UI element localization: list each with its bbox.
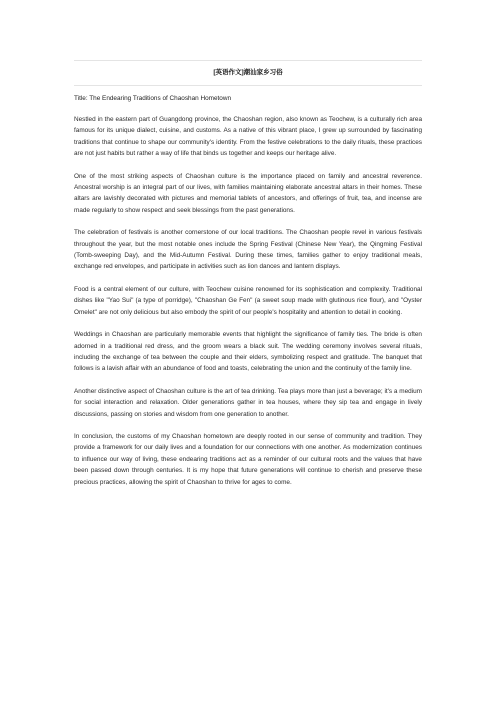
paragraph-weddings: Weddings in Chaoshan are particularly memorable events that highlight the significance of family ties. The bride is often adorned in a traditional red dress, and the groom wears a black suit. The wedding ceremony involves several rituals, including the exchange of tea between the couple and their elders, symbolizing respect and gratitude. The banquet that follows is a lavish affair with an abundance of food and toasts, celebrating the union and the continuity of the family line. — [74, 331, 422, 373]
essay-title: Title: The Endearing Traditions of Chaoshan Hometown — [74, 95, 232, 102]
paragraph-introduction: Nestled in the eastern part of Guangdong province, the Chaoshan region, also known as Teochew, is a culturally rich area famous for its unique dialect, cuisine, and customs. As a native of this vibrant place, I grew up surrounded by fascinating traditions that continue to shape our community's identity. From the festive celebrations to the daily rituals, these practices are not just habits but rather a way of life that binds us together and keeps our heritage alive. — [74, 116, 422, 158]
paragraph-ancestral-reverence: One of the most striking aspects of Chaoshan culture is the importance placed on family and ancestral reverence. Ancestral worship is an integral part of our lives, with families maintaining elaborate ancestral altars in their homes. These altars are lavishly decorated with pictures and memorial tablets of ancestors, and offerings of fruit, tea, and incense are made regularly to show respect and seek blessings from the past generations. — [74, 172, 422, 214]
paragraph-conclusion: In conclusion, the customs of my Chaoshan hometown are deeply rooted in our sense of community and tradition. They provide a framework for our daily lives and a foundation for our connections with one another. As modernization continues to influence our way of living, these endearing traditions act as a reminder of our cultural roots and the values that have been passed down through centuries. It is my hope that future generations will continue to cherish and preserve these precious practices, allowing the spirit of Chaoshan to thrive for ages to come. — [74, 432, 422, 486]
page-header: [英语作文]潮汕家乡习俗 — [74, 60, 422, 86]
document-body — [74, 93, 422, 499]
paragraph-festivals: The celebration of festivals is another cornerstone of our local traditions. The Chaoshan people revel in various festivals throughout the year, but the most notable ones include the Spring Festival (Chinese New Year), the Qingming Festival (Tomb-sweeping Day), and the Mid-Autumn Festival. During these times, families gather to enjoy traditional meals, exchange red envelopes, and participate in activities such as lion dances and lantern displays. — [74, 229, 422, 271]
paragraph-tea-drinking: Another distinctive aspect of Chaoshan culture is the art of tea drinking. Tea plays more than just a beverage; it's a medium for social interaction and relaxation. Older generations gather in tea houses, where they sip tea and engage in lively discussions, passing on stories and wisdom from one generation to another. — [74, 387, 422, 418]
paragraph-food: Food is a central element of our culture, with Teochew cuisine renowned for its sophistication and complexity. Traditional dishes like "Yao Sui" (a type of porridge), "Chaoshan Ge Fen" (a sweet soup made with glutinous rice flour), and "Oyster Omelet" are not only delicious but also embody the spirit of our people's hospitality and attention to detail in cooking. — [74, 285, 422, 316]
